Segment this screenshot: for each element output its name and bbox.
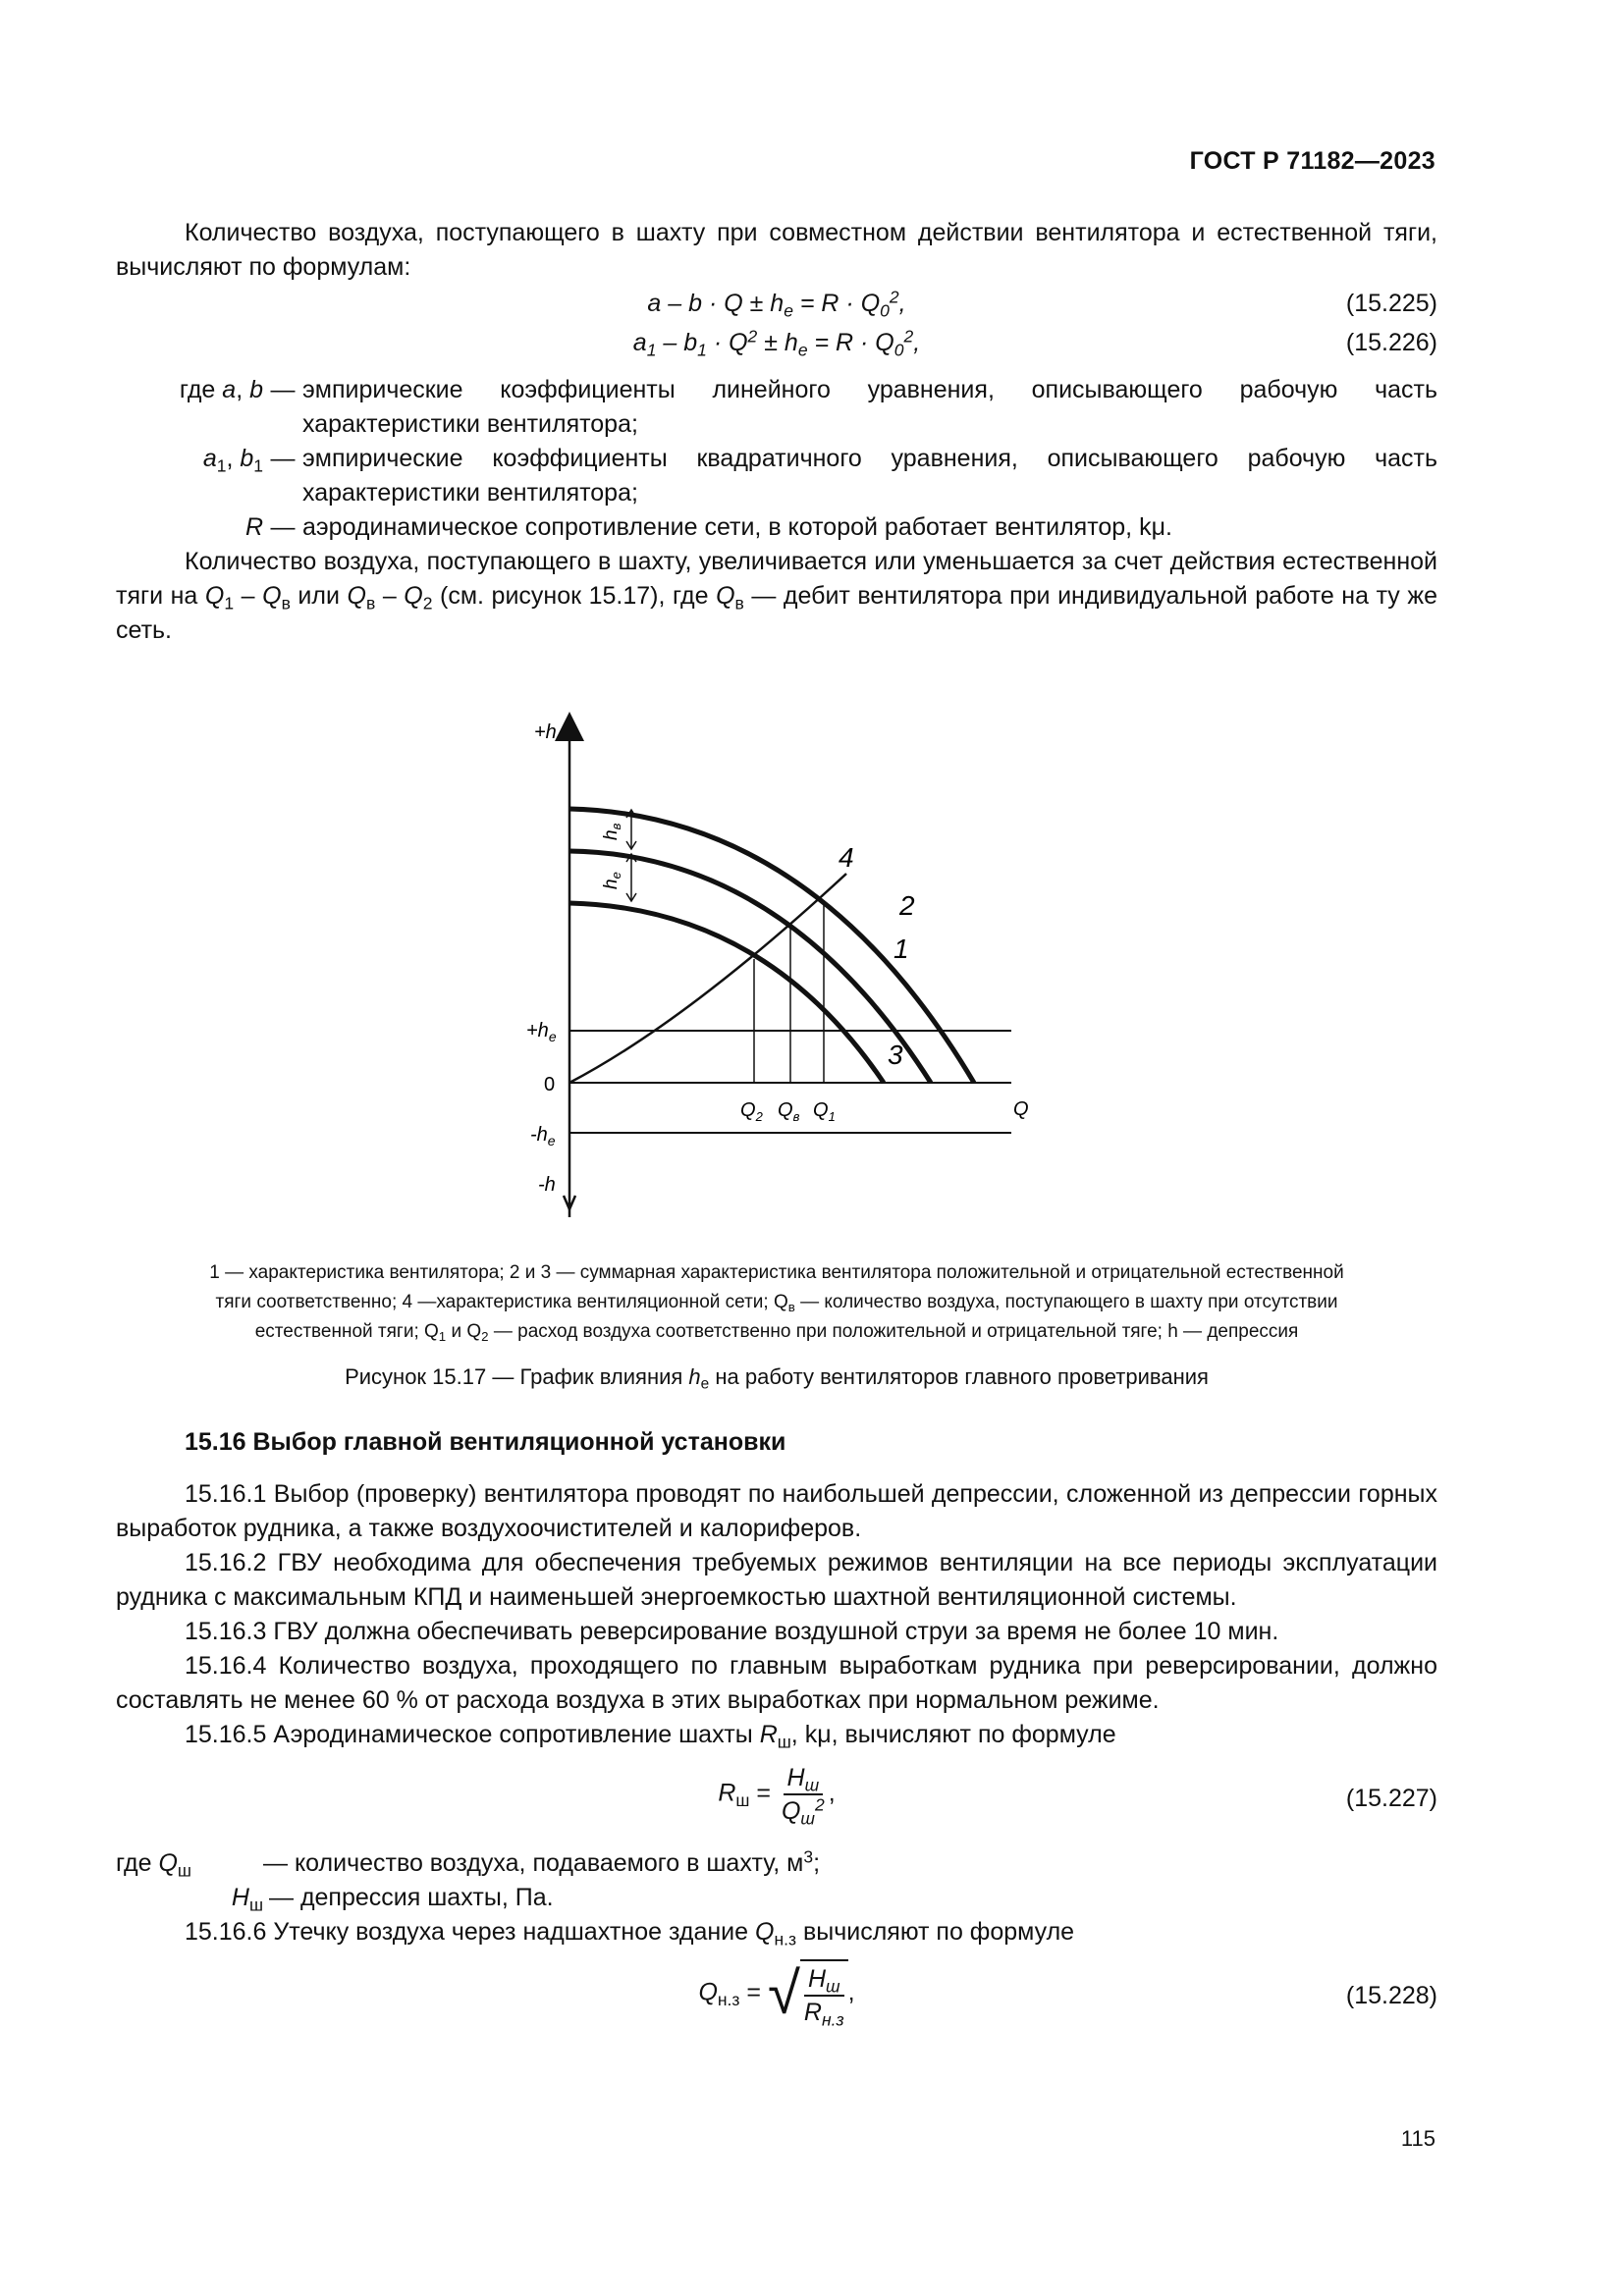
x-axis-label: Q — [1013, 1098, 1029, 1120]
definition-symbol: $H_ш$ — [231, 1884, 263, 1915]
equation-15-226 — [116, 326, 1437, 365]
definition-row: $a_1$, $b_1$ — эмпирические коэффициенты квадратичного уравнения, описывающего рабочую часть характеристики вентилятора; — [116, 442, 1437, 510]
clause-15-16-4: 15.16.4 Количество воздуха, проходящего по главным выработкам рудника при реверсировании, должно составлять не менее 60 % от расхода воздуха в этих выработках при нормальном режиме. — [116, 1652, 1437, 1714]
definition-symbol: $a_1$, $b_1$ — [202, 445, 263, 476]
definition-symbol: где a, b — [179, 376, 263, 403]
definition-text: аэродинамическое сопротивление сети, в которой работает вентилятор, kμ. — [302, 513, 1172, 541]
he-label — [601, 872, 623, 889]
flow-paragraph: Количество воздуха, поступающего в шахту, увеличивается или уменьшается за счет действия естественной тяги на $Q_1 - Q_в$ или $Q_в - Q_2$ (см. рисунок 15.17), где $Q_в$ — дебит вентилятора при индивидуальной работе на ту же сеть. — [116, 548, 1437, 644]
definition-text: эмпирические коэффициенты линейного уравнения, описывающего рабочую часть характеристики вентилятора; — [302, 376, 1437, 438]
definition-row: где a, b — эмпирические коэффициенты линейного уравнения, описывающего рабочую часть характеристики вентилятора; — [116, 373, 1437, 442]
curve-label-1: 1 — [893, 934, 909, 964]
clause-15-16-3: 15.16.3 ГВУ должна обеспечивать реверсирование воздушной струи за время не более 10 мин. — [185, 1618, 1279, 1645]
zero-label: 0 — [544, 1074, 556, 1095]
definition-text: — депрессия шахты, Па. — [269, 1884, 554, 1911]
clause-15-16-5: 15.16.5 Аэродинамическое сопротивление шахты $R_ш$, kμ, вычисляют по формуле — [185, 1721, 1116, 1752]
definition-row: R — аэродинамическое сопротивление сети, в которой работает вентилятор, kμ. — [116, 510, 1437, 545]
legend-line: тяги соответственно; 4 —характеристика вентиляционной сети; $Q_в$ — количество воздуха, поступающего в шахту при отсутствии — [215, 1292, 1338, 1314]
curve-label-3: 3 — [888, 1040, 903, 1070]
tick-q2: $Q_2$ — [740, 1099, 763, 1124]
equation-15-228-expression: $Q_{н.з}$ = √ $H_ш$ $R_{н.з}$ , — [698, 1960, 855, 2030]
definitions-list — [116, 373, 1437, 545]
curve-label-4: 4 — [839, 842, 854, 873]
figure-caption: Рисунок 15.17 — График влияния $h_е$ на работу вентиляторов главного проветривания — [345, 1364, 1209, 1393]
clause-15-16-6: 15.16.6 Утечку воздуха через надшахтное здание $Q_{н.з}$ вычисляют по формуле — [185, 1918, 1075, 1949]
equation-number: (15.227) — [1345, 1785, 1437, 1812]
y-bottom-label: -h — [538, 1174, 556, 1196]
curve-label-2: 2 — [899, 890, 915, 921]
curve-1 — [569, 851, 931, 1083]
equation-15-227 — [116, 1752, 1437, 1841]
page-number: 115 — [1400, 2126, 1435, 2151]
definition-symbol: R — [244, 513, 263, 541]
svg-text:hв: $h_в$ — [601, 823, 623, 840]
section-body — [116, 1477, 1437, 2038]
clause-15-16-2: 15.16.2 ГВУ необходима для обеспечения требуемых режимов вентиляции на все периоды эксплуатации рудника с максимальным КПД и наименьшей энергоемкостью шахтной вентиляционной системы. — [116, 1549, 1437, 1611]
intro-block — [116, 216, 1437, 648]
clause-15-16-1: 15.16.1 Выбор (проверку) вентилятора проводят по наибольшей депрессии, сложенной из депрессии горных выработок рудника, а также воздухоочистителей и калориферов. — [116, 1480, 1437, 1542]
curve-2 — [569, 809, 974, 1083]
definition-text: — количество воздуха, подаваемого в шахту, $м^3$; — [263, 1846, 821, 1877]
ventilation-chart — [491, 707, 1041, 1217]
equation-number: (15.225) — [1345, 290, 1437, 317]
tick-q1: $Q_1$ — [813, 1099, 836, 1124]
legend-line: естественной тяги; $Q_1$ и $Q_2$ — расход воздуха соответственно при положительной и отрицательной тяге; h — депрессия — [254, 1321, 1299, 1344]
plus-he-label: $+h_е$ — [526, 1020, 557, 1044]
minus-he-label: $-h_е$ — [530, 1124, 556, 1148]
equation-15-227-expression: $R_ш$ = $H_ш$ $Q_ш^2$ , — [718, 1764, 836, 1829]
svg-text:hе: $h_е$ — [601, 872, 623, 889]
definition-row — [116, 1846, 1437, 1881]
equation-number: (15.226) — [1345, 329, 1437, 356]
equation-15-226-expression: $a_1 - b_1 \cdot Q^2 \pm h_e = R \cdot Q_0^2$, — [632, 326, 921, 360]
equation-15-225 — [116, 287, 1437, 326]
equation-15-228 — [116, 1949, 1437, 2038]
legend-line: 1 — характеристика вентилятора; 2 и 3 — суммарная характеристика вентилятора положительной и отрицательной естественной — [209, 1262, 1344, 1283]
intro-paragraph: Количество воздуха, поступающего в шахту при совместном действии вентилятора и естественной тяги, вычисляют по формулам: — [116, 219, 1437, 281]
definition-symbol: где $Q_ш$ — [116, 1849, 191, 1881]
equation-number: (15.228) — [1345, 1982, 1437, 2009]
definition-row — [116, 1881, 1437, 1915]
section-title: 15.16 Выбор главной вентиляционной установки — [185, 1428, 786, 1456]
equation-15-225-expression: $a - b \cdot Q \pm h_e = R \cdot Q_0^2$, — [647, 287, 906, 321]
document-header: ГОСТ Р 71182—2023 — [1189, 147, 1435, 175]
hv-label — [601, 823, 623, 840]
tick-qv: $Q_в$ — [778, 1099, 800, 1124]
y-top-label: +h — [534, 721, 557, 743]
definition-text: эмпирические коэффициенты квадратичного уравнения, описывающего рабочую часть характеристики вентилятора; — [302, 445, 1437, 507]
figure-legend — [116, 1258, 1437, 1347]
